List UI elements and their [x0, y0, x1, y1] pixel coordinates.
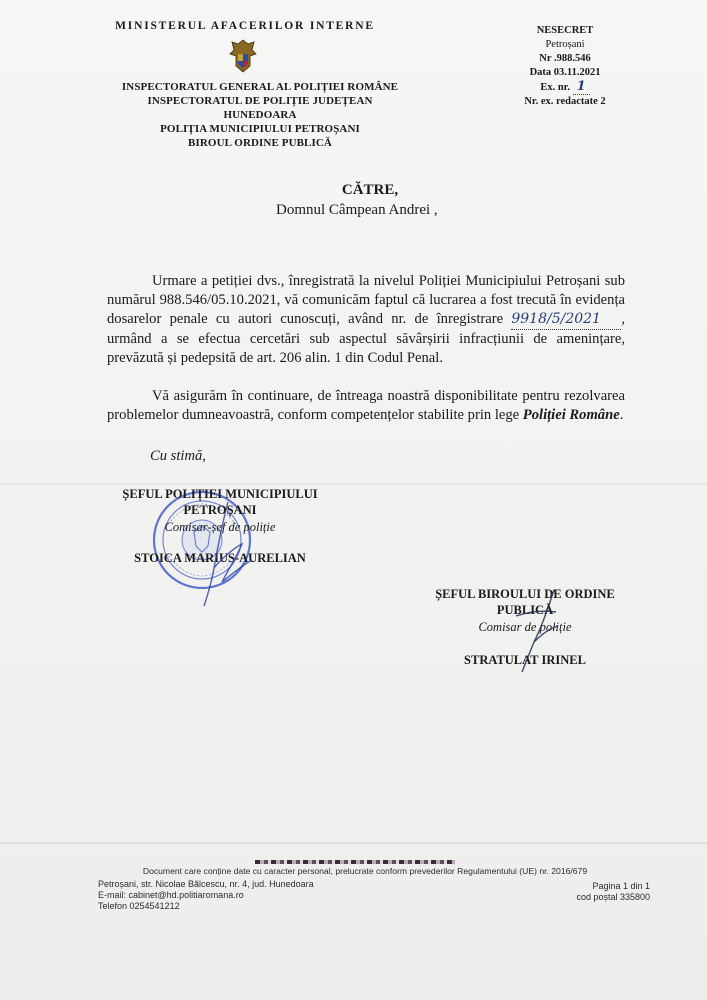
copy-number: 1: [573, 79, 590, 95]
institution-header: [95, 80, 425, 150]
copy-label: Ex. nr.: [540, 82, 570, 93]
city: Petroșani: [545, 39, 585, 50]
right-signatory-title-2: PUBLICĂ: [496, 603, 554, 617]
header-line: HUNEDOARA: [223, 109, 297, 121]
footer-contact: [98, 879, 428, 912]
right-signatory-rank: Comisar de poliție: [478, 620, 572, 634]
classification: NESECRET: [536, 25, 594, 36]
body-text: Vă asigurăm în continuare, de întreaga noastră disponibilitate pentru rezolvarea problemelor dumneavoastră, conform competențelor stabilite prin lege: [107, 388, 625, 423]
left-signatory-title: ȘEFUL POLIȚIEI MUNICIPIULUI: [122, 487, 318, 501]
left-signatory-rank: Comisar-șef de poliție: [164, 520, 276, 534]
footer-page-count: Pagina 1 din 1: [592, 881, 650, 891]
coat-of-arms-icon: [228, 38, 258, 74]
footer-color-strip: [255, 860, 455, 864]
left-handwritten-signature: [188, 500, 268, 610]
copies-count: Nr. ex. redactate 2: [524, 96, 606, 107]
footer-email: E-mail: cabinet@hd.politiaromana.ro: [98, 890, 244, 900]
footer-phone: Telefon 0254541212: [98, 901, 180, 911]
footer-address: Petroșani, str. Nicolae Bălcescu, nr. 4, jud. Hunedoara: [98, 879, 314, 889]
header-line: BIROUL ORDINE PUBLICĂ: [188, 137, 332, 149]
copy-number-line: [505, 80, 625, 95]
addressee-name: Domnul Câmpean Andrei ,: [276, 202, 438, 218]
body-paragraph-1: [107, 272, 625, 368]
left-signatory-name: STOICA MARIUS-AURELIAN: [134, 551, 306, 565]
registration-number: 9918/5/2021: [511, 310, 621, 330]
header-line: POLIȚIA MUNICIPIULUI PETROȘANI: [160, 123, 360, 135]
police-name-emphasis: Poliției Române: [522, 407, 620, 423]
closing-salutation: Cu stimă,: [150, 448, 206, 464]
footer-right: [540, 881, 650, 903]
footer-gdpr-notice: Document care conține date cu caracter personal, prelucrate conform prevederilor Regulamentului (UE) nr. 2016/679: [142, 866, 588, 876]
document-date: Data 03.11.2021: [529, 67, 601, 78]
right-signatory-name: STRATULAT IRINEL: [464, 653, 586, 667]
document-registration-block: [505, 24, 625, 109]
header-line: INSPECTORATUL DE POLIȚIE JUDEȚEAN: [147, 95, 373, 107]
right-signatory-title: ȘEFUL BIROULUI DE ORDINE: [435, 587, 615, 601]
left-signatory-title-2: PETROȘANI: [183, 503, 257, 517]
paper-fold: [0, 483, 707, 485]
to-label: CĂTRE,: [341, 182, 399, 198]
body-text: .: [619, 407, 624, 423]
header-line: INSPECTORATUL GENERAL AL POLIȚIEI ROMÂNE: [121, 81, 399, 93]
body-paragraph-2: [107, 387, 625, 425]
ministry-title: MINISTERUL AFACERILOR INTERNE: [115, 20, 375, 32]
paper-fold: [0, 842, 707, 844]
body-text: , urmând a se efectua cercetări sub aspectul săvârșirii infracțiunii de amenințare, prevăzută și pedepsită de art. 206 alin. 1 din Codul Penal.: [107, 311, 625, 366]
document-number: Nr .988.546: [539, 53, 591, 64]
body-text: Urmare a petiției dvs., înregistrată la nivelul Poliției Municipiului Petroșani sub numărul 988.546/05.10.2021, vă comunicăm faptul că lucrarea a fost trecută în evidența dosarelor penale cu autori cunoscuți, având nr. de înregistrare: [107, 273, 625, 327]
footer-postal-code: cod poștal 335800: [576, 892, 650, 902]
right-handwritten-signature: [498, 586, 578, 676]
